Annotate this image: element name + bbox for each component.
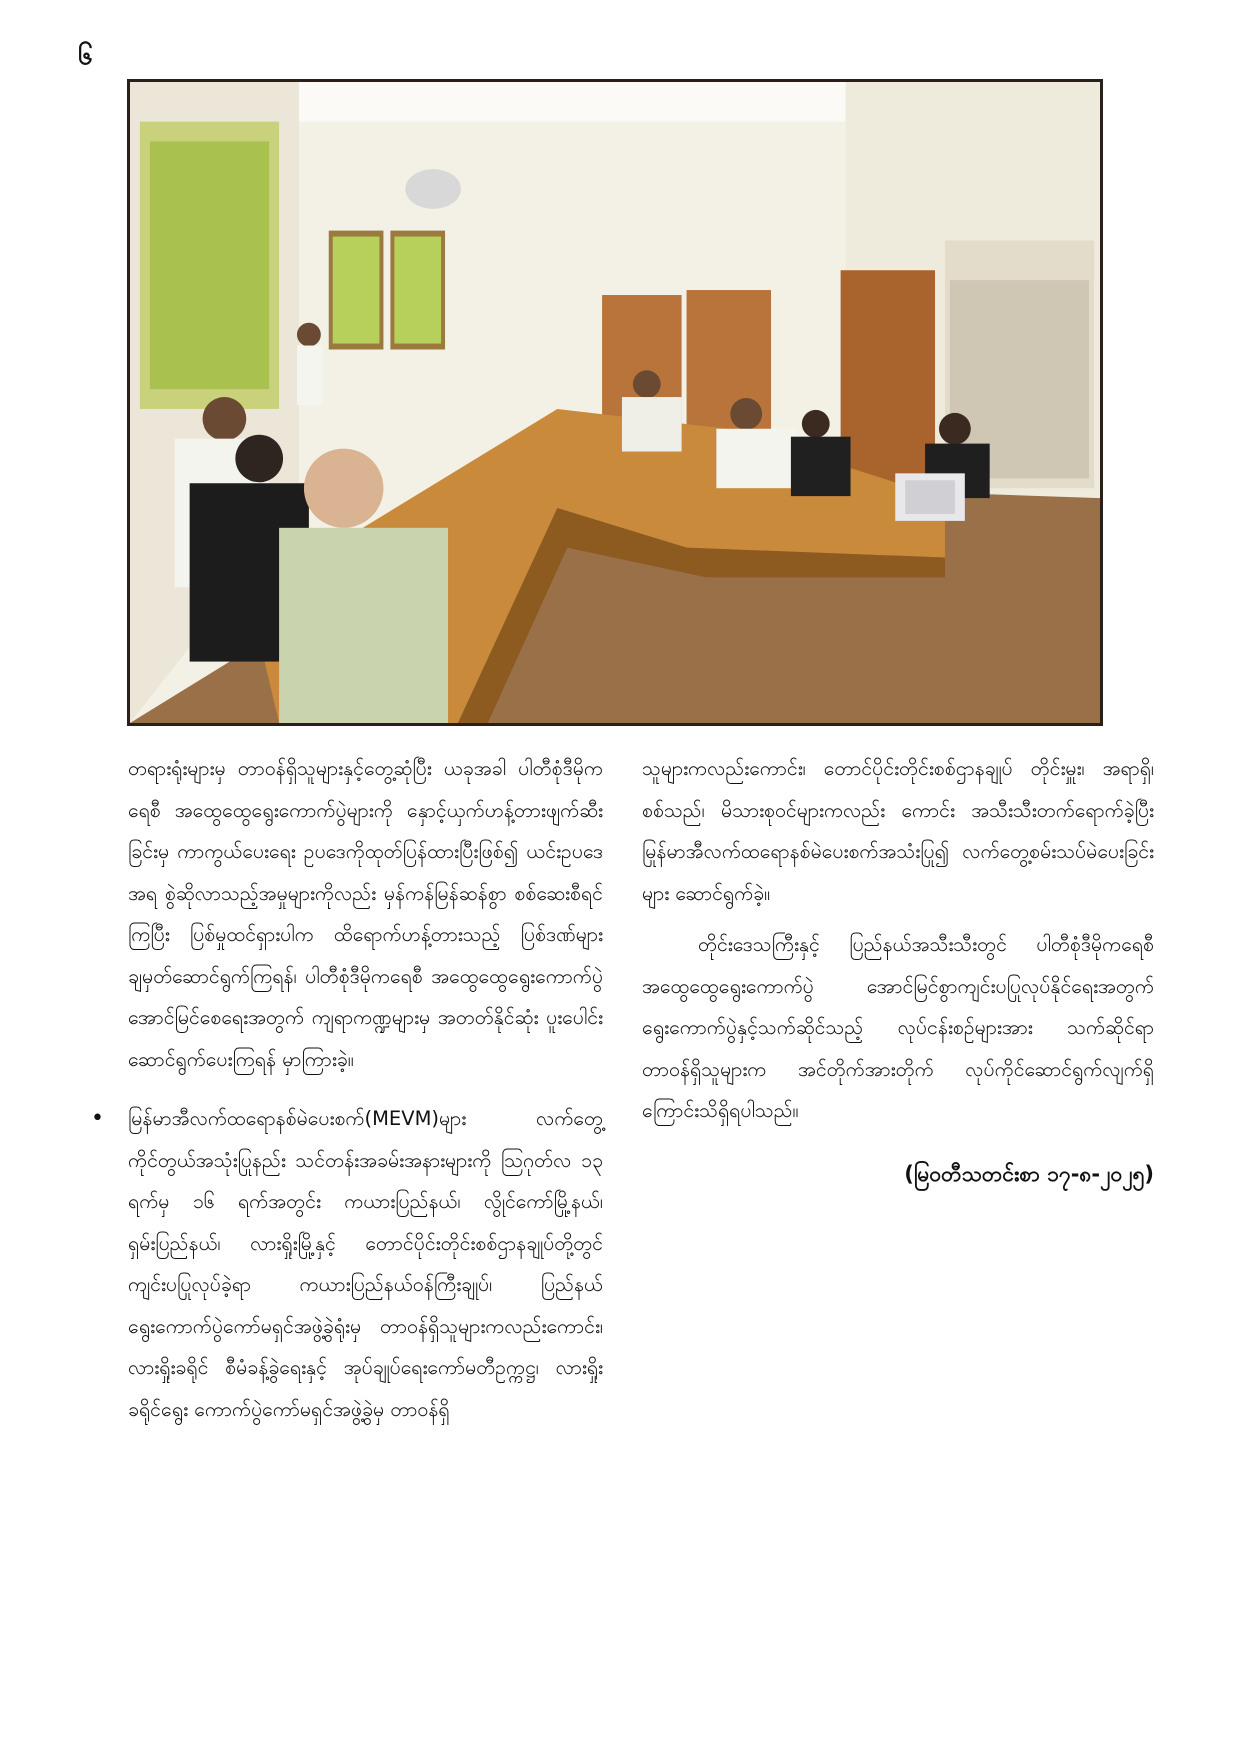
page-number: ၆ [78,41,93,71]
bullet-icon: • [91,1106,104,1131]
left-paragraph-1: တရားရုံးများမှ တာဝန်ရှိသူများနှင့်တွေ့ဆုံပြီး ယခုအခါ ပါတီစုံဒီမိုကရေစီ အထွေထွေရွေးကောက်ပွဲများကို နှောင့်ယှက်ဟန့်တားဖျက်ဆီးခြင်းမှ ကာကွယ်ပေးရေး ဥပဒေကိုထုတ်ပြန်ထားပြီးဖြစ်၍ ယင်းဥပဒေအရ စွဲဆိုလာသည့်အမှုများကိုလည်း မှန်ကန်မြန်ဆန်စွာ စစ်ဆေးစီရင်ကြပြီး ပြစ်မှုထင်ရှားပါက ထိရောက်ဟန့်တားသည့် ပြစ်ဒဏ်များချမှတ်ဆောင်ရွက်ကြရန်၊ ပါတီစုံဒီမိုကရေစီ အထွေထွေရွေးကောက်ပွဲ အောင်မြင်စေရေးအတွက် ကျရာကဏ္ဍများမှ အတတ်နိုင်ဆုံး ပူးပေါင်းဆောင်ရွက်ပေးကြရန် မှာကြားခဲ့။ [128,757,603,1071]
right-paragraph-2: တိုင်းဒေသကြီးနှင့် ပြည်နယ်အသီးသီးတွင် ပါတီစုံဒီမိုကရေစီအထွေထွေရွေးကောက်ပွဲ အောင်မြင်စွာကျင်းပပြုလုပ်နိုင်ရေးအတွက် ရွေးကောက်ပွဲနှင့်သက်ဆိုင်သည့် လုပ်ငန်းစဉ်များအား သက်ဆိုင်ရာတာဝန်ရှိသူများက အင်တိုက်အားတိုက် လုပ်ကိုင်ဆောင်ရွက်လျက်ရှိကြောင်းသိရှိရပါသည်။ [642,933,1154,1122]
bullet-paragraph: မြန်မာအီလက်ထရောနစ်မဲပေးစက်(MEVM)များ လက်တွေ့ကိုင်တွယ်အသုံးပြုနည်း သင်တန်းအခမ်းအနားများကို ဩဂုတ်လ ၁၃ ရက်မှ ၁၆ ရက်အတွင်း ကယားပြည်နယ်၊ လွိုင်ကော်မြို့နယ်၊ ရှမ်းပြည်နယ်၊ လားရှိုးမြို့နှင့် တောင်ပိုင်းတိုင်းစစ်ဌာနချုပ်တို့တွင် ကျင်းပပြုလုပ်ခဲ့ရာ ကယားပြည်နယ်ဝန်ကြီးချုပ်၊ ပြည်နယ်ရွေးကောက်ပွဲကော်မရှင်အဖွဲ့ခွဲရုံးမှ တာဝန်ရှိသူများကလည်းကောင်း၊ လားရှိုးခရိုင် စီမံခန့်ခွဲရေးနှင့် အုပ်ချုပ်ရေးကော်မတီဥက္ကဋ္ဌ၊ လားရှိုးခရိုင်ရွေး ကောက်ပွဲကော်မရှင်အဖွဲ့ခွဲမှ တာဝန်ရှိ [128,1107,603,1421]
right-paragraph-1: သူများကလည်းကောင်း၊ တောင်ပိုင်းတိုင်းစစ်ဌာနချုပ် တိုင်းမှူး၊ အရာရှိ၊ စစ်သည်၊ မိသားစုဝင်များကလည်း ကောင်း အသီးသီးတက်ရောက်ခဲ့ပြီး မြန်မာအီလက်ထရောနစ်မဲပေးစက်အသုံးပြု၍ လက်တွေ့စမ်းသပ်မဲပေးခြင်းများ ဆောင်ရွက်ခဲ့။ [642,757,1154,905]
bullet-item [91,1098,603,1430]
right-column [642,748,1154,1195]
left-column [91,748,603,1430]
news-source: (မြဝတီသတင်းစာ ၁၇-၈-၂၀၂၅) [904,1161,1154,1186]
meeting-photo [127,79,1103,726]
